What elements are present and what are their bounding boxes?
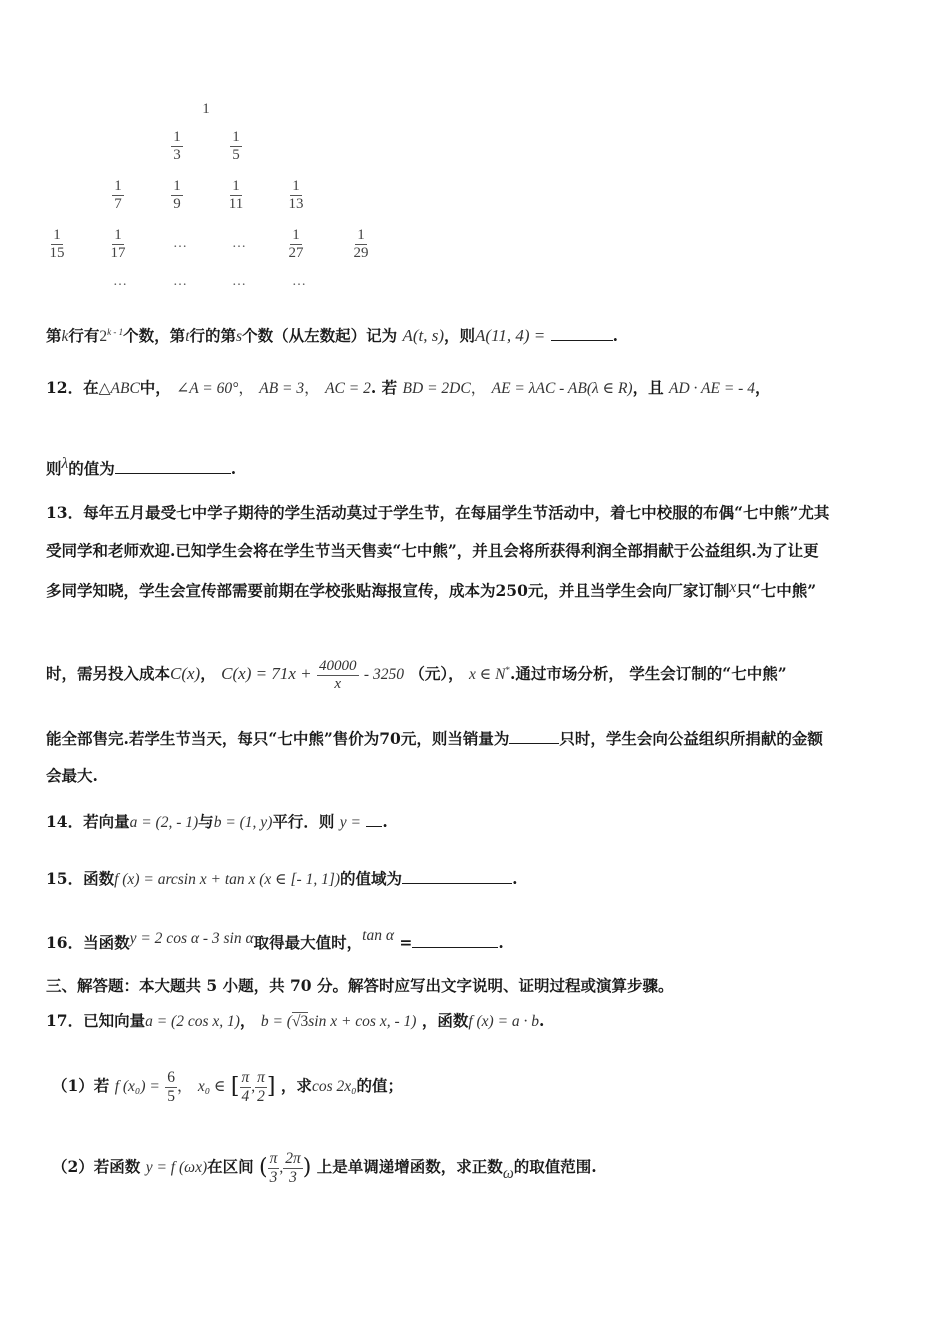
triangle-cell: $\frac{1}{29}$ [353, 227, 369, 261]
ellipsis: … [113, 274, 127, 289]
question-13-line2: 受同学和老师欢迎.已知学生会将在学生节当天售卖“七中熊”，并且会将所获得利润全部捐献于公益组织.为了让更 [46, 541, 819, 560]
triangle-cell: $\frac{1}{5}$ [232, 129, 240, 163]
question-15-text: 15．函数f (x) = arcsin x + tan x (x ∈ [- 1, 1])的值域为 . [46, 869, 518, 888]
triangle-cell: $\frac{1}{15}$ [49, 227, 65, 261]
question-13-line3: 多同学知晓，学生会宣传部需要前期在学校张贴海报宣传，成本为250元，并且当学生会向厂家订制x只“七中熊” [46, 579, 817, 600]
question-13-line1: 13．每年五月最受七中学子期待的学生活动莫过于学生节，在每届学生节活动中，着七中校服的布偶“七中熊”尤其 [46, 503, 830, 522]
triangle-cell: $\frac{1}{27}$ [288, 227, 304, 261]
triangle-row1: 1 [202, 101, 210, 117]
answer-blank[interactable] [551, 326, 613, 341]
triangle-cell: $\frac{1}{17}$ [110, 227, 126, 261]
triangle-cell: $\frac{1}{9}$ [173, 178, 181, 212]
answer-blank[interactable] [509, 729, 559, 744]
answer-blank[interactable] [115, 459, 231, 474]
answer-blank[interactable] [412, 933, 498, 948]
triangle-cell: $\frac{1}{3}$ [173, 129, 181, 163]
triangle-cell: $\frac{1}{7}$ [114, 178, 122, 212]
question-12-line2: 则λ的值为 . [46, 455, 237, 478]
question-17-part2: （2）若函数 y = f (ωx)在区间 ( $\frac{\pi}{3}$ , $\frac{2\pi}{3}$ ) 上是单调递增函数，求正数ω的取值范围. [52, 1150, 597, 1186]
ellipsis: … [173, 236, 187, 251]
question-11-text: 第k行有2$^{k - 1}$个数，第t行的第s个数（从左数起）记为 A(t, s)，则A(11, 4) = . [46, 326, 619, 346]
ellipsis: … [232, 274, 246, 289]
triangle-cell: $\frac{1}{11}$ [228, 178, 244, 212]
ellipsis: … [173, 274, 187, 289]
ellipsis: … [232, 236, 246, 251]
question-16-text: 16．当函数y = 2 cos α - 3 sin α取得最大值时，tan α = . [46, 927, 504, 952]
question-17-text: 17．已知向量a = (2 cos x, 1)， b = (√3sin x + cos x, - 1) ，函数f (x) = a · b. [46, 1011, 545, 1030]
section-3-heading: 三、解答题：本大题共 5 小题，共 70 分。解答时应写出文字说明、证明过程或演算步骤。 [46, 976, 674, 995]
question-13-line6: 会最大. [46, 766, 98, 785]
triangle-cell: $\frac{1}{13}$ [288, 178, 304, 212]
question-13-line4: 时，需另投入成本C(x)， C(x) = 71x + $\frac{40000}{x}$ - 3250 （元）， x ∈ N*.通过市场分析， 学生会订制的“七中熊” [46, 658, 787, 692]
question-13-line5: 能全部售完.若学生节当天，每只“七中熊”售价为70元，则当销量为 只时，学生会向公益组织所捐献的金额 [46, 729, 823, 748]
question-12-text: 12．在△ABC中， ∠A = 60°， AB = 3， AC = 2. 若 BD = 2DC， AE = λAC - AB(λ ∈ R)，且 AD · AE = - 4， [46, 378, 771, 397]
question-14-text: 14．若向量a = (2, - 1)与b = (1, y)平行．则 y = . [46, 812, 388, 831]
question-17-part1: （1）若 f (x₀) = $\frac{6}{5}$ ， x₀ ∈ [ $\frac{\pi}{4}$ , $\frac{\pi}{2}$ ] ，求cos 2x₀的值； [52, 1069, 404, 1105]
ellipsis: … [292, 274, 306, 289]
answer-blank[interactable] [402, 869, 512, 884]
answer-blank[interactable] [366, 812, 382, 827]
